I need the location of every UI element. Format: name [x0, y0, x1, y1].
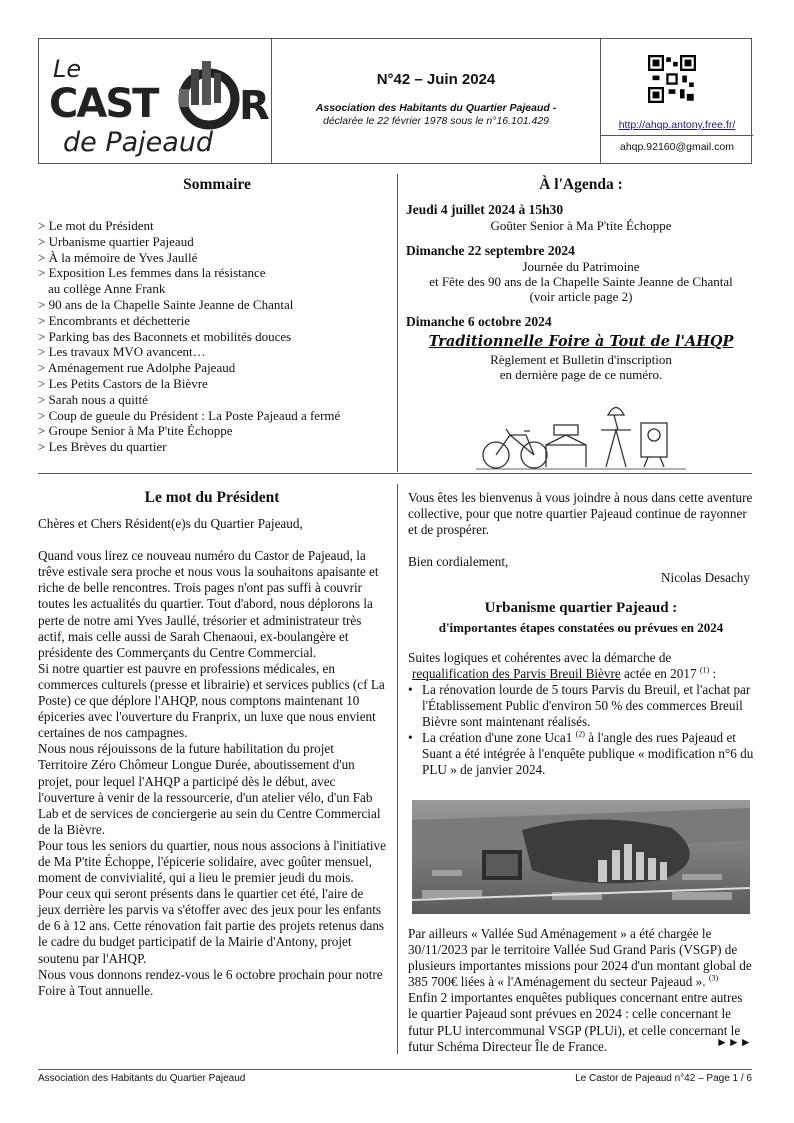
toc-item[interactable]: > Groupe Senior à Ma P'tite Échoppe	[38, 423, 233, 439]
toc-item[interactable]: > À la mémoire de Yves Jaullé	[38, 249, 198, 265]
event-desc: Goûter Senior à Ma P'tite Échoppe	[490, 218, 672, 233]
section-title: À l'Agenda :	[539, 176, 623, 193]
salutation: Chères et Chers Résident(e)s du Quartier Pajeaud,	[38, 516, 303, 532]
toc-item[interactable]: > Les Brèves du quartier	[38, 439, 167, 455]
association-info: Association des Habitants du Quartier Pajeaud - déclarée le 22 février 1978 sous le n°16.101.429	[315, 102, 557, 127]
paragraph: Enfin 2 importantes enquêtes publiques concernant entre autres le quartier Pajeaud sont prévues en 2024 : celle concernant le futur PLU intercommunal VSGP (PLUi), et celle concernant le futur Schéma Directeur Île de France.	[408, 990, 743, 1054]
masthead-contact	[601, 39, 753, 163]
svg-text:R: R	[239, 83, 270, 129]
toc-item[interactable]: > 90 ans de la Chapelle Sainte Jeanne de Chantal	[38, 296, 294, 312]
paragraph: Nous vous donnons rendez-vous le 6 octobre prochain pour notre Foire à Tout annuelle.	[38, 966, 383, 998]
footer-left: Association des Habitants du Quartier Pajeaud	[38, 1073, 246, 1084]
toc-item[interactable]: > Les Petits Castors de la Bièvre	[38, 375, 208, 391]
article-subtitle: d'importantes étapes constatées ou prévues en 2024	[438, 619, 724, 635]
article-title: Le mot du Président	[144, 489, 280, 506]
right-column	[408, 490, 754, 778]
event-date: Dimanche 6 octobre 2024	[406, 314, 552, 329]
website-link[interactable]: http://ahqp.antony.free.fr/	[618, 119, 736, 131]
bullet-item: • La création d'une zone Uca1 $^{(2)}$ à l'angle des rues Pajeaud et Suant a été intégrée à l'enquête publique « modification n°6 du PLU » de janvier 2024.	[408, 730, 754, 778]
event-desc: (voir article page 2)	[529, 289, 633, 304]
toc-item[interactable]: > Le mot du Président	[38, 218, 154, 233]
toc-item[interactable]: > Sarah nous a quitté	[38, 391, 148, 407]
qr-code-icon[interactable]	[648, 55, 696, 103]
toc-item[interactable]: > Encombrants et déchetterie	[38, 312, 191, 328]
email-address[interactable]: ahqp.92160@gmail.com	[620, 141, 734, 153]
flea-market-drawing	[476, 395, 686, 475]
section-title: Sommaire	[183, 176, 251, 193]
article-title: Urbanisme quartier Pajeaud :	[484, 600, 678, 617]
continue-arrows: ►►►	[716, 1035, 752, 1049]
divider	[397, 174, 398, 472]
toc-item[interactable]: > Coup de gueule du Président : La Poste Pajeaud a fermé	[38, 407, 341, 423]
svg-text:CAST: CAST	[49, 81, 158, 127]
event-desc: et Fête des 90 ans de la Chapelle Sainte Jeanne de Chantal	[429, 274, 733, 289]
paragraph: Vous êtes les bienvenus à vous joindre à nous dans cette aventure collective, pour que notre quartier Pajeaud continue de rayonner et de prospérer.	[408, 490, 753, 538]
svg-text:Le: Le	[53, 55, 82, 83]
paragraph: Par ailleurs « Vallée Sud Aménagement » a été chargée le 30/11/2023 par le territoire Vallée Sud Grand Paris (VSGP) de plusieurs importantes missions pour 2024 d'un montant global de 385 700€ liées à « l'Aménagement du secteur Pajeaud ». $^{(3)}$	[408, 926, 752, 990]
paragraph: Quand vous lirez ce nouveau numéro du Castor de Pajeaud, la trêve estivale sera proche et nous vous la souhaitons apaisante et riche de belle rencontres. Trois pages n'ont pas suffi à couvrir toutes les actualités du quartier. Tout d'abord, nous déplorons la perte de notre ami Yves Jaullé, trésorier et administrateur très actif, mais celle aussi de Sarah Chenaoui, ex-boulangère et présidente des Commerçants du Centre Commercial.	[38, 548, 379, 660]
paragraph: Si notre quartier est pauvre en professions médicales, en commerces culturels (presse et librairie) et services publics (cf La Poste) ce que déplore l'AHQP, nous comptons maintenant 10 épiceries avec l'ouverture du Franprix, un luxe que nous envient certaines de nos campagnes.	[38, 660, 385, 741]
event-desc: Règlement et Bulletin d'inscription	[490, 352, 672, 367]
paragraph: Suites logiques et cohérentes avec la démarche de requalification des Parvis Breuil Bièvre actée en 2017 $^{(1)}$ :	[408, 649, 717, 681]
castor-logo	[39, 39, 271, 163]
requalification-link[interactable]: requalification des Parvis Breuil Bièvre	[412, 665, 621, 681]
paragraph: Pour tous les seniors du quartier, nous nous associons à l'initiative de Ma P'tite Échoppe, l'épicerie solidaire, avec goûter mensuel, moment de convivialité, qui a lieu le premier jeudi du mois.	[38, 837, 386, 886]
toc-item[interactable]: au collège Anne Frank	[48, 281, 166, 297]
urbanisme-continued	[408, 926, 754, 1055]
signature: Nicolas Desachy	[661, 570, 750, 586]
event-date: Dimanche 22 septembre 2024	[406, 243, 575, 258]
masthead-center	[271, 39, 601, 163]
aerial-photo	[412, 800, 750, 914]
paragraph: Pour ceux qui seront présents dans le quartier cet été, l'aire de jeux derrière les parvis va s'étoffer avec des jeux pour les enfants de 6 à 12 ans. Cette rénovation fait partie des projets retenus dans le cadre du budget participatif de la Mairie d'Antony, projet soutenu par l'AHQP.	[38, 886, 385, 966]
toc-item[interactable]: > Parking bas des Baconnets et mobilités douces	[38, 328, 292, 344]
toc-item[interactable]: > Les travaux MVO avancent…	[38, 344, 206, 360]
agenda	[406, 176, 756, 382]
table-of-contents	[38, 176, 396, 455]
footer-page-number: Le Castor de Pajeaud n°42 – Page 1 / 6	[575, 1073, 752, 1084]
event-desc: Journée du Patrimoine	[522, 259, 640, 274]
paragraph: Nous nous réjouissons de la future habilitation du projet Territoire Zéro Chômeur Longue Durée, aboutissement d'un projet, pour lequel l'AHQP a participé dès le début, avec l'ouverture à venir de la ressourcerie, d'un atelier vélo, d'un Fab Lab et de services de conciergerie au sein du Centre Commercial de la Bièvre.	[38, 741, 381, 837]
toc-item[interactable]: > Exposition Les femmes dans la résistance	[38, 265, 266, 281]
divider	[397, 484, 398, 1054]
closing: Bien cordialement,	[408, 554, 509, 570]
foire-title: Traditionnelle Foire à Tout de l'AHQP	[428, 333, 734, 350]
president-message	[38, 490, 386, 999]
svg-text:de Pajeaud: de Pajeaud	[63, 127, 214, 158]
masthead	[38, 38, 752, 164]
toc-item[interactable]: > Urbanisme quartier Pajeaud	[38, 233, 194, 249]
toc-item[interactable]: > Aménagement rue Adolphe Pajeaud	[38, 360, 236, 376]
page-footer	[38, 1069, 752, 1084]
bullet-item: • La rénovation lourde de 5 tours Parvis du Breuil, et l'achat par l'Établissement Public d'environ 50 % des commerces Breuil Bièvre sont maintenant réalisés.	[408, 682, 754, 730]
event-desc: en dernière page de ce numéro.	[499, 367, 663, 382]
issue-number: N°42 – Juin 2024	[376, 71, 496, 88]
event-date: Jeudi 4 juillet 2024 à 15h30	[406, 202, 564, 217]
